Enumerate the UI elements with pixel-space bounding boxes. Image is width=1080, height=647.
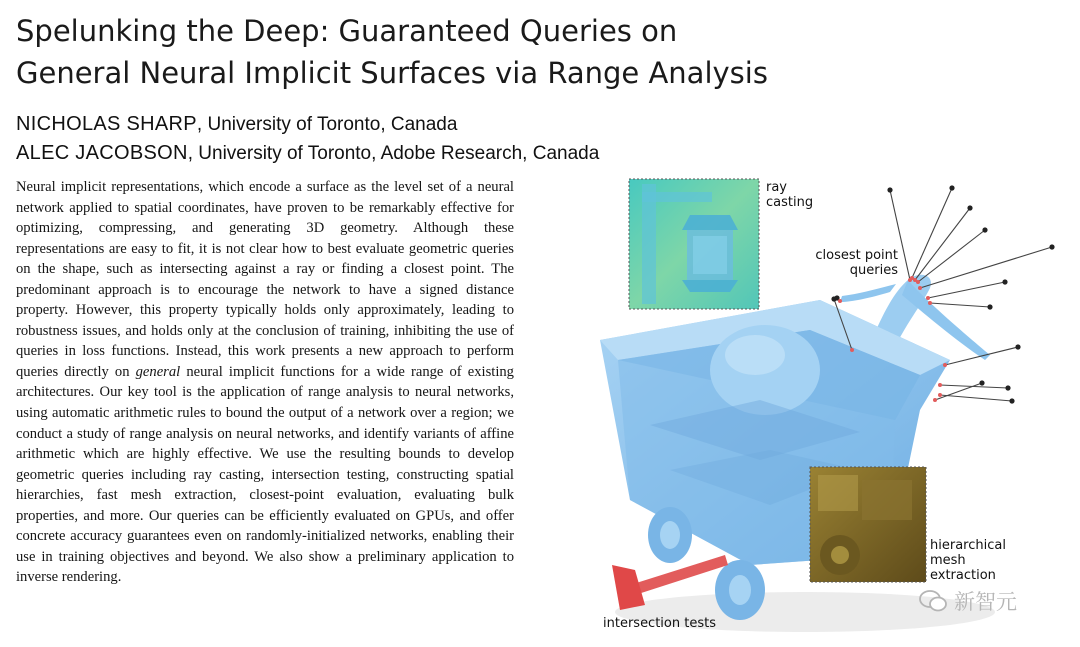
surface-point (916, 280, 920, 284)
query-point (949, 185, 954, 190)
query-point (887, 187, 892, 192)
author-affiliation: , University of Toronto, Adobe Research, Canada (187, 143, 600, 164)
surface-point (918, 286, 922, 290)
author-affiliation: , University of Toronto, Canada (196, 114, 458, 135)
query-point (967, 205, 972, 210)
title-line-1: Spelunking the Deep: Guaranteed Queries on (16, 14, 678, 48)
author-name: NICHOLAS SHARP (16, 113, 197, 135)
title-line-2: General Neural Implicit Surfaces via Range Analysis (16, 56, 768, 90)
query-ray (940, 395, 1012, 401)
query-point (987, 304, 992, 309)
surface-point (938, 393, 942, 397)
surface-point (850, 348, 854, 352)
abstract-text (16, 177, 514, 588)
abstract-part-2: neural implicit functions for a wide range of existing architectures. Our key tool is the application of range analysis to neural networks, using automatic arithmetic rules to bound the output of a network over a region; we conduct a study of range analysis on neural networks, and identify variants of affine arithmetic which are highly effective. We use the resulting bounds to develop geometric queries including ray casting, intersection testing, constructing spatial hierarchies, fast mesh extraction, closest-point evaluation, evaluating bulk properties, and more. Our queries can be efficiently evaluated on GPUs, and offer concrete accuracy guarantees even on randomly-initialized networks, enabling their use in training objectives and beyond. We also show a preliminary application to inverse rendering. (16, 363, 514, 586)
surface-point (938, 383, 942, 387)
surface-point (838, 299, 842, 303)
label-mesh-extraction: hierarchical mesh extraction (930, 538, 1006, 583)
query-ray (930, 303, 990, 307)
label-closest-point: closest point queries (815, 248, 898, 278)
label-ray-casting: ray casting (766, 180, 814, 210)
query-point (1005, 385, 1010, 390)
query-ray (912, 188, 952, 278)
surface-point (943, 363, 947, 367)
query-point (831, 296, 836, 301)
query-point (979, 380, 984, 385)
abstract-emphasis: general (135, 363, 181, 380)
query-point (1002, 279, 1007, 284)
query-ray (920, 247, 1052, 288)
query-ray (928, 282, 1005, 298)
paper-title (16, 10, 1016, 94)
surface-point (933, 398, 937, 402)
mesh-extraction-inset (810, 467, 926, 582)
teaser-figure (590, 170, 1080, 647)
watermark-text: 新智元 (954, 590, 1017, 614)
abstract (16, 177, 514, 588)
surface-point (928, 301, 932, 305)
author-1 (16, 110, 599, 139)
query-point (982, 227, 987, 232)
wechat-icon (918, 589, 948, 613)
author-name: ALEC JACOBSON (16, 142, 188, 164)
surface-point (926, 296, 930, 300)
figure-illustration (590, 170, 1080, 647)
query-ray (915, 208, 970, 280)
author-2 (16, 139, 599, 168)
query-point (1009, 398, 1014, 403)
label-intersection-tests: intersection tests (603, 616, 716, 631)
query-point (1015, 344, 1020, 349)
watermark (918, 586, 1017, 616)
author-list (16, 110, 599, 168)
query-point (1049, 244, 1054, 249)
abstract-part-1: Neural implicit representations, which encode a surface as the level set of a neural network applied to spatial coordinates, have proven to be remarkably effective for optimizing, compressing, and generating 3D geometry. Although these representations are easy to fit, it is not clear how to best evaluate geometric queries on the shape, such as intersecting against a ray or finding a closest point. The predominant approach is to encourage the network to have a signed distance property. However, this property typically holds only approximately, leading to robustness issues, and holds only at the conclusion of training, inhibiting the use of queries in loss functions. Instead, this work presents a new approach to perform queries directly on (16, 179, 514, 380)
ray-casting-inset (629, 179, 759, 309)
query-ray (918, 230, 985, 282)
